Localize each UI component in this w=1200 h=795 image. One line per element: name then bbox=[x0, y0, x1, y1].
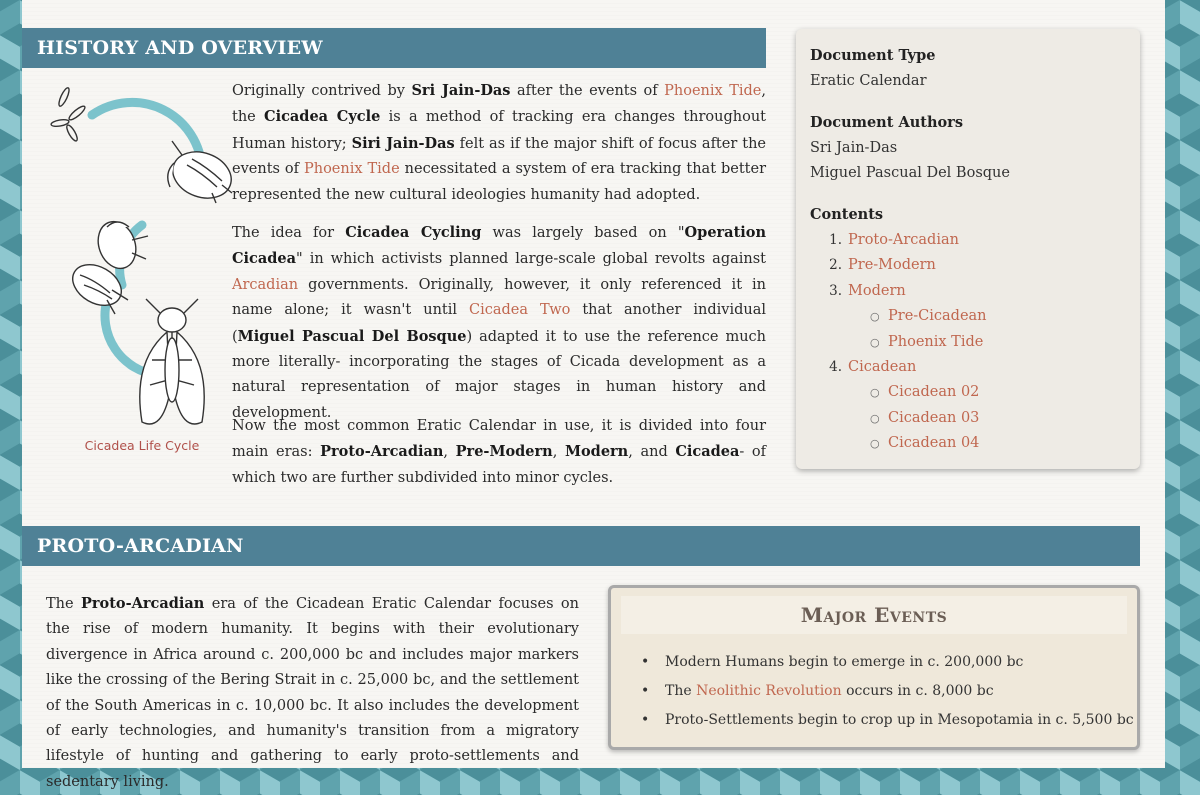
circle-bullet-icon: ○ bbox=[870, 437, 880, 451]
toc-item bbox=[810, 253, 1126, 278]
text-run: " in which activists planned large-scale global revolts against bbox=[296, 251, 766, 268]
toc-subitem bbox=[810, 431, 1126, 456]
text-run: after the events of bbox=[510, 83, 665, 99]
event-item bbox=[641, 706, 1134, 735]
text-run: , bbox=[443, 444, 456, 461]
article-page bbox=[22, 0, 1165, 790]
bold-term: Cicadea Cycling bbox=[345, 224, 482, 241]
text-run: , the bbox=[232, 83, 766, 126]
text-run: Now the most common Eratic Calendar in use, it is divided into four main eras: bbox=[232, 418, 766, 461]
text-run: occurs in c. 8,000 bc bbox=[841, 683, 994, 699]
toc-number: 2. bbox=[829, 257, 842, 274]
text-run: Modern Humans begin to emerge in c. 200,000 bc bbox=[665, 654, 1024, 670]
toc-item bbox=[810, 355, 1126, 380]
circle-bullet-icon: ○ bbox=[870, 335, 880, 349]
text-run: was largely based on " bbox=[481, 225, 685, 241]
bold-term: Cicadea Cycle bbox=[264, 108, 381, 126]
authors-label: Document Authors bbox=[810, 114, 963, 131]
bold-term: Operation Cicadea bbox=[232, 224, 766, 268]
doc-type-label: Document Type bbox=[810, 47, 936, 64]
toc-number: 3. bbox=[829, 282, 842, 299]
wiki-link[interactable]: Phoenix Tide bbox=[303, 161, 400, 178]
toc-number: 1. bbox=[829, 232, 842, 248]
toc-sublink[interactable]: Pre-Cicadean bbox=[888, 308, 987, 325]
circle-bullet-icon: ○ bbox=[870, 310, 880, 324]
section-title: PROTO-ARCADIAN bbox=[37, 535, 244, 557]
bullet-icon: • bbox=[641, 712, 650, 728]
bold-term: Cicadea bbox=[675, 443, 740, 461]
wiki-link[interactable]: Arcadian bbox=[232, 276, 299, 293]
toc-subitem bbox=[810, 304, 1126, 329]
toc-link[interactable]: Proto-Arcadian bbox=[848, 232, 959, 248]
text-run: , and bbox=[628, 444, 676, 461]
major-events-box bbox=[608, 585, 1140, 750]
history-paragraph-3 bbox=[232, 414, 766, 491]
text-run: is a method of tracking era changes throughout Human history; bbox=[232, 109, 767, 152]
document-infobox bbox=[796, 29, 1140, 469]
toc-link[interactable]: Pre-Modern bbox=[848, 257, 936, 274]
toc-sublink[interactable]: Cicadean 02 bbox=[888, 384, 980, 401]
cicada-life-cycle-illustration bbox=[52, 85, 227, 440]
event-item bbox=[641, 677, 1134, 706]
text-run: necessitated a system of era tracking that better represented the new cultural ideologies humanity had adopted. bbox=[232, 161, 767, 203]
major-events-list bbox=[641, 648, 1134, 735]
bold-term: Sri Jain-Das bbox=[411, 82, 511, 99]
toc-sublink[interactable]: Cicadean 03 bbox=[888, 409, 980, 426]
bold-term: Proto-Arcadian bbox=[81, 595, 205, 612]
bold-term: Modern bbox=[564, 443, 629, 461]
text-run: that another individual ( bbox=[232, 302, 766, 345]
bullet-icon: • bbox=[641, 683, 650, 699]
author-item: Sri Jain-Das bbox=[810, 140, 898, 156]
bold-term: Proto-Arcadian bbox=[320, 443, 444, 461]
text-run: , bbox=[552, 444, 565, 461]
toc-sublink[interactable]: Phoenix Tide bbox=[888, 333, 984, 350]
doc-type-value: Eratic Calendar bbox=[810, 73, 927, 89]
proto-arcadian-paragraph bbox=[46, 591, 579, 795]
toc-subitem bbox=[810, 406, 1126, 431]
bold-term: Siri Jain-Das bbox=[351, 134, 455, 152]
text-run: The bbox=[46, 596, 82, 612]
toc-subitem bbox=[810, 330, 1126, 355]
history-paragraph-2 bbox=[232, 220, 766, 426]
text-run: governments. Originally, however, it only referenced it in name alone; it wasn't until bbox=[232, 276, 766, 319]
wiki-link[interactable]: Cicadea Two bbox=[469, 302, 571, 319]
section-header-history bbox=[22, 28, 766, 68]
bold-term: Pre-Modern bbox=[455, 443, 553, 461]
toc-item bbox=[810, 279, 1126, 304]
wiki-link[interactable]: Neolithic Revolution bbox=[696, 683, 842, 699]
text-run: felt as if the major shift of focus after the events of bbox=[232, 135, 766, 178]
wiki-link[interactable]: Phoenix Tide bbox=[664, 83, 762, 99]
bullet-icon: • bbox=[641, 654, 650, 670]
toc-item bbox=[810, 228, 1126, 253]
author-item: Miguel Pascual Del Bosque bbox=[810, 165, 1010, 181]
event-item bbox=[641, 648, 1134, 677]
text-run: The idea for bbox=[232, 225, 346, 241]
illustration-caption: Cicadea Life Cycle bbox=[84, 438, 200, 453]
table-of-contents bbox=[810, 228, 1126, 457]
major-events-title: Major Events bbox=[621, 596, 1127, 634]
history-paragraph-1 bbox=[232, 78, 766, 208]
section-header-proto-arcadian bbox=[22, 526, 1140, 566]
toc-subitem bbox=[810, 380, 1126, 405]
text-run: era of the Cicadean Eratic Calendar focuses on the rise of modern humanity. It begins with their evolutionary divergence in Africa around c. 200,000 bc and includes major markers like the crossing of the Bering Strait in c. 25,000 bc, and the settlement of the South Americas in c. 10,000 bc. It also includes the development of early technologies, and humanity's transition from a migratory lifestyle of hunting and gathering to early proto-settlements and sedentary living. bbox=[46, 596, 579, 790]
text-run: ) adapted it to use the reference much more literally- incorporating the stages of Cicada development as a natural representation of major stages in human history and development. bbox=[232, 328, 766, 421]
toc-link[interactable]: Modern bbox=[848, 282, 906, 299]
bold-term: Miguel Pascual Del Bosque bbox=[237, 327, 467, 345]
text-run: - of which two are further subdivided into minor cycles. bbox=[232, 444, 767, 486]
contents-label: Contents bbox=[810, 206, 884, 223]
toc-sublink[interactable]: Cicadean 04 bbox=[888, 435, 980, 452]
text-run: Originally contrived by bbox=[232, 83, 412, 99]
circle-bullet-icon: ○ bbox=[870, 386, 880, 400]
circle-bullet-icon: ○ bbox=[870, 411, 880, 425]
toc-link[interactable]: Cicadean bbox=[848, 359, 917, 376]
section-title: HISTORY AND OVERVIEW bbox=[37, 37, 323, 59]
text-run: Proto-Settlements begin to crop up in Mesopotamia in c. 5,500 bc bbox=[665, 712, 1134, 728]
text-run: The bbox=[665, 683, 697, 699]
toc-number: 4. bbox=[829, 359, 842, 376]
